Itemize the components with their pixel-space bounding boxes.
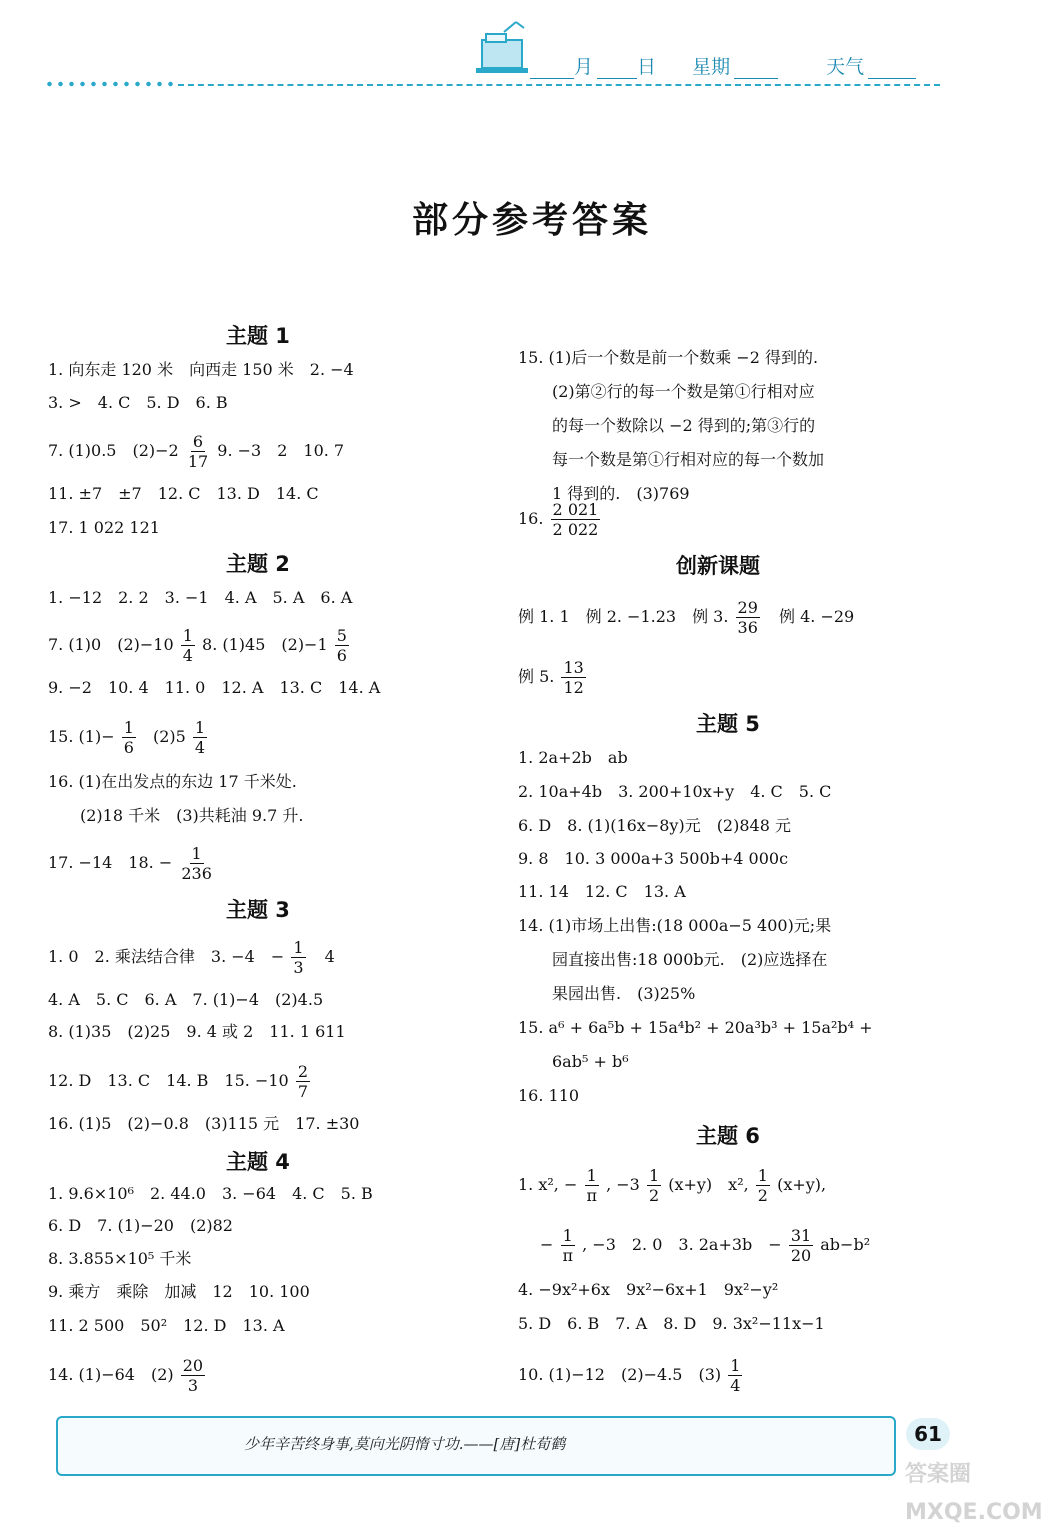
answer-line: 9. −2 10. 4 11. 0 12. A 13. C 14. A: [48, 678, 381, 697]
answer-line: 6ab⁵ + b⁶: [552, 1052, 629, 1071]
section-heading: 主题 4: [226, 1150, 290, 1174]
answer-line: 11. 14 12. C 13. A: [518, 882, 686, 901]
desk-lamp-icon: [468, 18, 532, 76]
text: 16.: [518, 509, 544, 528]
denominator: π: [586, 1186, 597, 1205]
fraction: [647, 1166, 661, 1205]
denominator: 4: [182, 646, 193, 665]
answer-line: [518, 598, 854, 637]
text: (2)5: [152, 727, 186, 746]
weather-blank[interactable]: [868, 56, 916, 79]
watermark-logo: 答案圈 MXQE.COM: [905, 1462, 1043, 1525]
text: , −3 2. 0 3. 2a+3b −: [582, 1235, 782, 1254]
answer-line: [518, 658, 588, 697]
month-blank[interactable]: [530, 56, 574, 79]
denominator: 12: [563, 678, 584, 697]
answer-line: 16. 110: [518, 1086, 580, 1105]
numerator: 1: [293, 938, 304, 957]
answer-line: 17. 1 022 121: [48, 518, 160, 537]
answer-line: 8. 3.855×10⁵ 千米: [48, 1249, 192, 1268]
section-heading: 创新课题: [676, 554, 760, 578]
answer-line: (2)第②行的每一个数是第①行相对应: [552, 382, 815, 401]
answer-line: 16. (1)在出发点的东边 17 千米处.: [48, 772, 297, 791]
denominator: 7: [297, 1082, 309, 1101]
fraction: [561, 658, 585, 697]
numerator: 6: [192, 432, 204, 451]
numerator: 2: [297, 1062, 309, 1081]
weekday-blank[interactable]: [734, 56, 778, 79]
answer-line: [48, 938, 335, 977]
answer-line: 果园出售. (3)25%: [552, 984, 696, 1003]
weather-label: 天气: [826, 56, 865, 78]
fraction: [736, 598, 760, 637]
fraction: [186, 432, 210, 471]
numerator: 13: [563, 658, 584, 677]
text: 14. (1)−64 (2): [48, 1365, 174, 1384]
numerator: 1: [182, 626, 193, 645]
text: 1. x², −: [518, 1175, 578, 1194]
answer-line: 9. 乘方 乘除 加减 12 10. 100: [48, 1282, 310, 1301]
text: 8. (1)45 (2)−1: [202, 635, 328, 654]
numerator: 29: [737, 598, 758, 617]
fraction: [551, 500, 601, 539]
answer-line: 1. 向东走 120 米 向西走 150 米 2. −4: [48, 360, 354, 379]
answer-line: 8. (1)35 (2)25 9. 4 或 2 11. 1 611: [48, 1022, 346, 1041]
answer-line: 1. 2a+2b ab: [518, 748, 628, 767]
answer-line: 4. −9x²+6x 9x²−6x+1 9x²−y²: [518, 1280, 779, 1299]
fraction: [728, 1356, 742, 1395]
day-label: 日: [637, 56, 657, 78]
numerator: 1: [730, 1356, 741, 1375]
fraction: [789, 1226, 813, 1265]
page-number: 61: [906, 1418, 950, 1450]
answer-line: [518, 1166, 826, 1205]
text: 4: [324, 947, 335, 966]
text: , −3: [606, 1175, 640, 1194]
numerator: 31: [790, 1226, 812, 1245]
denominator: 2: [757, 1186, 768, 1205]
answer-line: 1. −12 2. 2 3. −1 4. A 5. A 6. A: [48, 588, 353, 607]
answer-line: [518, 1356, 744, 1395]
answer-line: [48, 844, 216, 883]
fraction: [584, 1166, 599, 1205]
answer-line: 14. (1)市场上出售:(18 000a−5 400)元;果: [518, 916, 832, 935]
denominator: 36: [737, 618, 758, 637]
answer-line: 5. D 6. B 7. A 8. D 9. 3x²−11x−1: [518, 1314, 825, 1333]
answer-line: 园直接出售:18 000b元. (2)应选择在: [552, 950, 828, 969]
numerator: 1: [123, 718, 134, 737]
section-heading: 主题 5: [696, 712, 760, 736]
fraction: [335, 626, 349, 665]
section-heading: 主题 2: [226, 552, 290, 576]
answer-line: 每一个数是第①行相对应的每一个数加: [552, 450, 825, 469]
numerator: 1: [191, 844, 202, 863]
answer-line: 4. A 5. C 6. A 7. (1)−4 (2)4.5: [48, 990, 324, 1009]
text: 例 5.: [518, 667, 555, 686]
denominator: 2: [648, 1186, 660, 1205]
answer-line: [48, 718, 209, 757]
text: 1. 0 2. 乘法结合律 3. −4 −: [48, 947, 285, 966]
fraction: [296, 1062, 310, 1101]
answer-line: 9. 8 10. 3 000a+3 500b+4 000c: [518, 849, 789, 868]
dashed-rule: [178, 84, 940, 86]
answer-line: 6. D 8. (1)(16x−8y)元 (2)848 元: [518, 816, 791, 835]
numerator: 1: [194, 718, 206, 737]
fraction: [756, 1166, 770, 1205]
answer-line: 1. 9.6×10⁶ 2. 44.0 3. −64 4. C 5. B: [48, 1184, 373, 1203]
date-fields: [530, 52, 916, 79]
numerator: 20: [182, 1356, 204, 1375]
dotted-rule: [44, 80, 174, 88]
denominator: 3: [187, 1376, 198, 1395]
answer-line: 15. a⁶ + 6a⁵b + 15a⁴b² + 20a³b³ + 15a²b⁴ +: [518, 1018, 873, 1037]
text: (x+y),: [777, 1175, 827, 1194]
answer-line: (2)18 千米 (3)共耗油 9.7 升.: [80, 806, 304, 825]
text: 17. −14 18. −: [48, 853, 173, 872]
month-label: 月: [574, 56, 594, 78]
text: −: [540, 1235, 554, 1254]
footer-quote: 少年辛苦终身事,莫向光阴惰寸功.——[唐]杜荀鹤: [244, 1435, 566, 1453]
page-title: 部分参考答案: [411, 200, 652, 241]
answer-line: [48, 626, 351, 665]
numerator: 1: [648, 1166, 660, 1185]
numerator: 1: [586, 1166, 597, 1185]
answer-line: 3. > 4. C 5. D 6. B: [48, 393, 228, 412]
fraction: [122, 718, 136, 757]
section-heading: 主题 3: [226, 898, 290, 922]
denominator: 6: [336, 646, 347, 665]
answer-line: [518, 500, 602, 539]
answer-line: 2. 10a+4b 3. 200+10x+y 4. C 5. C: [518, 782, 832, 801]
answer-line: [48, 432, 344, 471]
answer-line: 11. 2 500 50² 12. D 13. A: [48, 1316, 285, 1335]
denominator: 236: [181, 864, 212, 883]
text: 7. (1)0 (2)−10: [48, 635, 174, 654]
fraction: [179, 844, 214, 883]
section-heading: 主题 6: [696, 1124, 760, 1148]
text: ab−b²: [820, 1235, 871, 1254]
denominator: 2 022: [552, 520, 599, 539]
section-heading: 主题 1: [226, 324, 290, 348]
numerator: 1: [757, 1166, 768, 1185]
numerator: 1: [562, 1226, 573, 1245]
fraction: [181, 1356, 205, 1395]
answer-line: [540, 1226, 870, 1265]
answer-line: 6. D 7. (1)−20 (2)82: [48, 1216, 233, 1235]
denominator: 17: [187, 452, 209, 471]
page-header: [0, 0, 1064, 100]
text: 9. −3 2 10. 7: [217, 441, 345, 460]
text: 例 1. 1 例 2. −1.23 例 3.: [518, 607, 729, 626]
numerator: 5: [336, 626, 347, 645]
text: 12. D 13. C 14. B 15. −10: [48, 1071, 289, 1090]
answer-line: 15. (1)后一个数是前一个数乘 −2 得到的.: [518, 348, 819, 367]
denominator: 4: [730, 1376, 741, 1395]
denominator: 20: [790, 1246, 812, 1265]
answer-line: 16. (1)5 (2)−0.8 (3)115 元 17. ±30: [48, 1114, 360, 1133]
denominator: 3: [293, 958, 304, 977]
text: 10. (1)−12 (2)−4.5 (3): [518, 1365, 722, 1384]
answer-line: 的每一个数除以 −2 得到的;第③行的: [552, 416, 816, 435]
text: (x+y) x²,: [668, 1175, 749, 1194]
day-blank[interactable]: [597, 56, 637, 79]
answer-line: [48, 1356, 207, 1395]
fraction: [193, 718, 207, 757]
numerator: 2 021: [552, 500, 599, 519]
answer-line: 11. ±7 ±7 12. C 13. D 14. C: [48, 484, 319, 503]
denominator: 4: [194, 738, 206, 757]
answer-line: 1 得到的. (3)769: [552, 484, 690, 503]
fraction: [181, 626, 195, 665]
fraction: [291, 938, 305, 977]
text: 7. (1)0.5 (2)−2: [48, 441, 179, 460]
text: 15. (1)−: [48, 727, 115, 746]
denominator: 6: [123, 738, 134, 757]
answer-line: [48, 1062, 312, 1101]
denominator: π: [562, 1246, 574, 1265]
weekday-label: 星期: [692, 56, 731, 78]
fraction: [561, 1226, 576, 1265]
text: 例 4. −29: [779, 607, 855, 626]
